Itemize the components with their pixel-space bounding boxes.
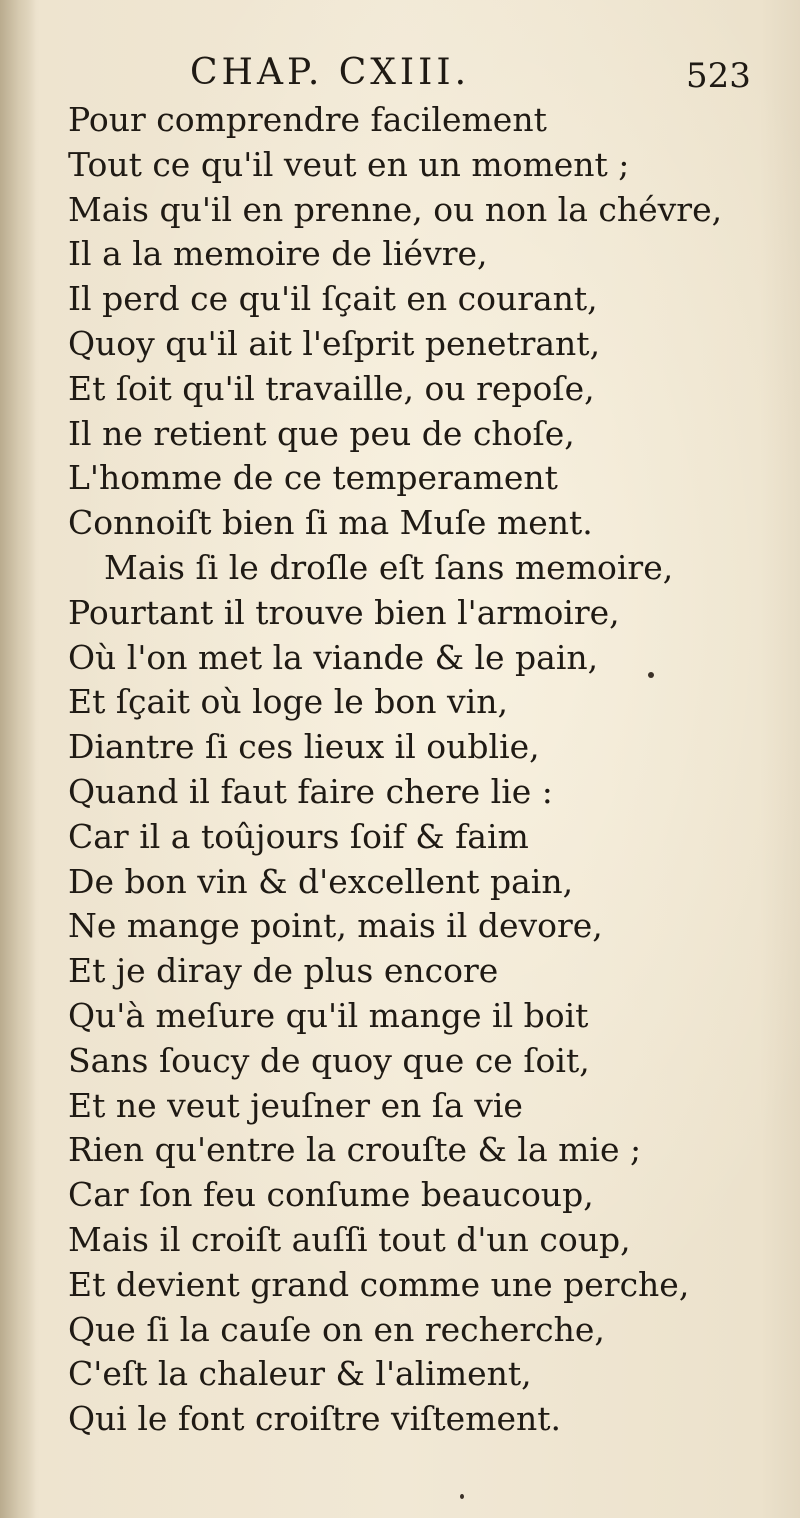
verse-line: Connoiſt bien ſi ma Muſe ment. bbox=[68, 503, 593, 543]
verse-line: Il perd ce qu'il ſçait en courant, bbox=[68, 279, 598, 319]
verse-line: Mais qu'il en prenne, ou non la chévre, bbox=[68, 189, 723, 229]
verse-line: Où l'on met la viande & le pain, bbox=[68, 637, 599, 677]
verse-line: Qu'à meſure qu'il mange il boit bbox=[68, 995, 589, 1035]
verse-line: Qui le font croiſtre viſtement. bbox=[68, 1399, 561, 1439]
verse-line: Que ſi la cauſe on en recherche, bbox=[68, 1309, 605, 1349]
verse-line: De bon vin & d'excellent pain, bbox=[68, 861, 574, 901]
verse-line: Car il a toûjours ſoif & faim bbox=[68, 816, 529, 856]
verse-line: Car ſon feu conſume beaucoup, bbox=[68, 1175, 594, 1215]
verse-line: Et je diray de plus encore bbox=[68, 951, 499, 991]
verse-line: Il ne retient que peu de choſe, bbox=[68, 413, 575, 453]
verse-line: Pour comprendre facilement bbox=[68, 100, 547, 139]
verse-line: Et ne veut jeuſner en ſa vie bbox=[68, 1085, 523, 1125]
verse-line: Rien qu'entre la crouſte & la mie ; bbox=[68, 1130, 642, 1170]
verse-line: Et devient grand comme une perche, bbox=[68, 1264, 690, 1304]
verse-line: Et ſçait où loge le bon vin, bbox=[68, 682, 508, 722]
verse-line: Ne mange point, mais il devore, bbox=[68, 906, 603, 946]
verse-line: Quoy qu'il ait l'eſprit penetrant, bbox=[68, 323, 601, 363]
verse-line: Quand il faut faire chere lie : bbox=[68, 771, 553, 811]
verse-line: Sans ſoucy de quoy que ce ſoit, bbox=[68, 1040, 590, 1080]
verse-line: Mais il croiſt auſſi tout d'un coup, bbox=[68, 1219, 631, 1259]
verse-line: Mais ſi le droſle eſt ſans memoire, bbox=[104, 547, 674, 587]
verse-line: C'eſt la chaleur & l'aliment, bbox=[68, 1354, 532, 1394]
verse-line: Et ſoit qu'il travaille, ou repoſe, bbox=[68, 368, 595, 408]
verse-line: Pourtant il trouve bien l'armoire, bbox=[68, 592, 620, 632]
running-header bbox=[0, 52, 800, 100]
ink-spot bbox=[460, 1494, 464, 1499]
page-gutter-shadow bbox=[0, 0, 36, 1518]
verse-line: Diantre ſi ces lieux il oublie, bbox=[68, 727, 540, 767]
verse-line: L'homme de ce temperament bbox=[68, 458, 558, 498]
chapter-heading: CHAP. CXIII. bbox=[190, 52, 471, 93]
verse-line: Il a la memoire de liévre, bbox=[68, 234, 488, 274]
verse-line: Tout ce qu'il veut en un moment ; bbox=[68, 144, 630, 184]
ink-spot bbox=[648, 672, 654, 678]
poem-text bbox=[68, 98, 768, 1442]
page-number: 523 bbox=[686, 56, 751, 96]
